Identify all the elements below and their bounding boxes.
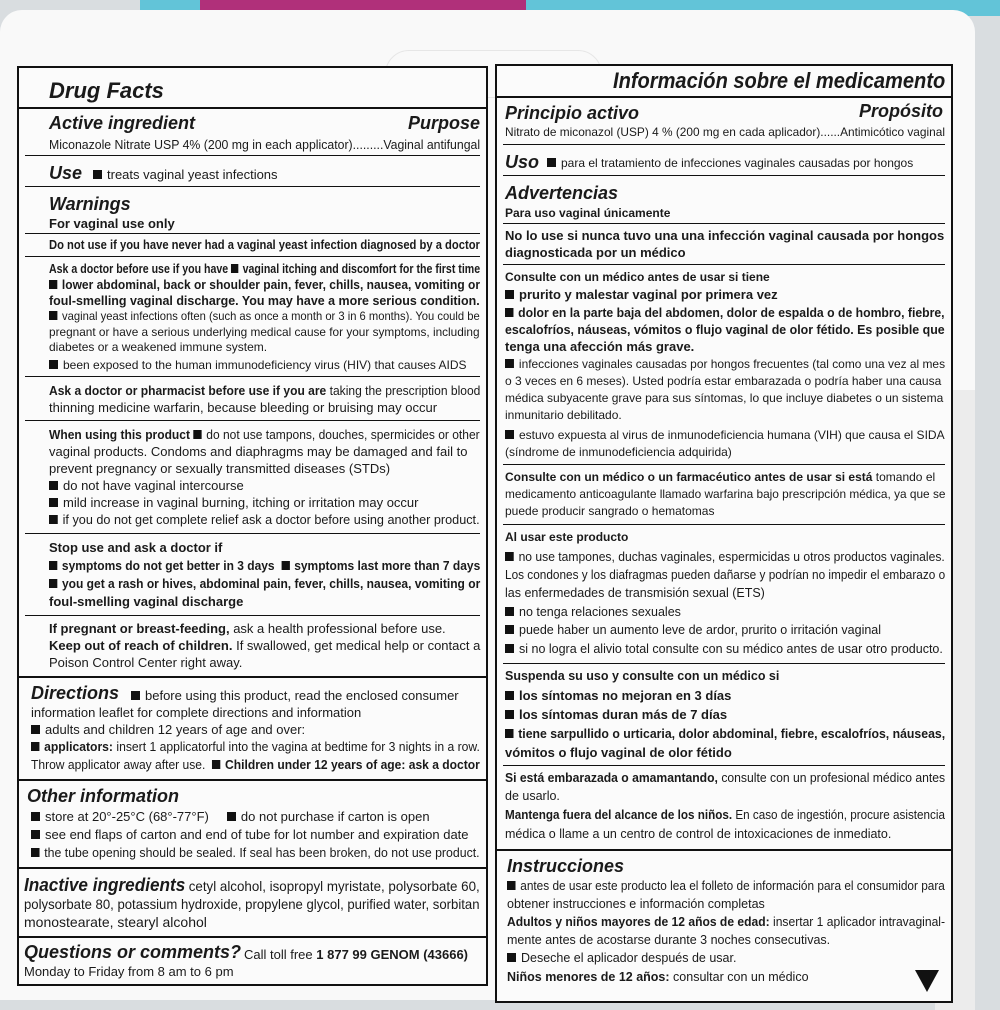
divider — [497, 96, 951, 98]
directions-line-1: before using this product, read the enclosed consumer — [131, 688, 459, 703]
pregnant-warning: If pregnant or breast-feeding, ask a health professional before use. — [49, 621, 446, 636]
consulte-line-4: tenga una afección más grave. — [505, 339, 695, 354]
al-usar-line-4: no tenga relaciones sexuales — [505, 605, 681, 620]
divider — [25, 376, 480, 377]
bullet-icon — [31, 742, 39, 751]
spanish-title: Información sobre el medicamento — [613, 68, 946, 93]
divider — [25, 533, 480, 534]
vih-line-2: (síndrome de inmunodeficiencia adquirida) — [505, 445, 732, 459]
bullet-icon — [505, 691, 514, 700]
advertencias-heading: Advertencias — [505, 183, 619, 203]
directions-line-5: Throw applicator away after use. Children under 12 years of age: ask a doctor — [31, 757, 480, 772]
purpose-heading: Purpose — [408, 113, 481, 133]
bullet-icon — [49, 481, 58, 490]
stop-use-line-2: you get a rash or hives, abdominal pain, fever, chills, nausea, vomiting or — [49, 576, 480, 591]
bullet-icon — [131, 691, 140, 700]
no-lo-use-line-1: No lo use si nunca tuvo una una infección vaginal causada por hongos — [505, 228, 945, 243]
farmaceutico-line-3: puede producir sangrado o hematomas — [505, 504, 715, 518]
continue-arrow-icon — [915, 970, 939, 992]
instrucciones-line-4: mente antes de acostarse durante 3 noches consecutivas. — [507, 933, 831, 947]
directions-line-3: adults and children 12 years of age and over: — [31, 722, 305, 737]
suspenda-line-4: vómitos o flujo vaginal de olor fétido — [505, 745, 732, 760]
inactive-ingredients-line-3: monostearate, stearyl alcohol — [24, 914, 207, 930]
suspenda-heading: Suspenda su uso y consulte con un médico si — [505, 669, 780, 683]
other-info-line-3: the tube opening should be sealed. If seal has been broken, do not use product. — [31, 845, 480, 860]
when-using-line-6: if you do not get complete relief ask a doctor before using another product. — [49, 512, 480, 527]
directions-line-4: applicators: insert 1 applicatorful into the vagina at bedtime for 3 nights in a row. — [31, 739, 480, 754]
questions-phone-line: Call toll free 1 877 99 GENOM (43666) — [244, 947, 469, 962]
directions-heading: Directions — [31, 683, 120, 703]
bullet-icon — [505, 552, 514, 561]
active-ingredient-line: Miconazole Nitrate USP 4% (200 mg in each applicator).........Vaginal antifungal — [49, 137, 481, 152]
bullet-icon — [49, 360, 58, 369]
bullet-icon — [31, 830, 40, 839]
principio-activo-line: Nitrato de miconazol (USP) 4 % (200 mg en cada aplicador)......Antimicótico vaginal — [505, 125, 945, 139]
carton-magenta-band — [200, 0, 526, 10]
frecuentes-line-1: infecciones vaginales causadas por hongos frecuentes (tal como una vez al mes — [505, 357, 945, 372]
bullet-icon — [505, 290, 514, 299]
divider — [25, 233, 480, 234]
other-info-line-2: see end flaps of carton and end of tube for lot number and expiration date — [31, 827, 469, 842]
instrucciones-line-6: Niños menores de 12 años: consultar con un médico — [507, 970, 809, 984]
bullet-icon — [93, 170, 102, 179]
divider — [503, 464, 945, 465]
farmaceutico-line-2: medicamento anticoagulante llamado warfarina bajo prescripción médica, ya que se — [505, 487, 946, 501]
drug-facts-title: Drug Facts — [49, 78, 164, 103]
suspenda-line-1: los síntomas no mejoran en 3 días — [505, 688, 731, 703]
directions-line-2: information leaflet for complete directions and information — [31, 705, 362, 720]
bullet-icon — [505, 607, 514, 616]
ask-doctor-line-1: Ask a doctor before use if you have vaginal itching and discomfort for the first time — [49, 261, 481, 276]
uso-item: para el tratamiento de infecciones vaginales causadas por hongos — [547, 156, 913, 171]
bullet-icon — [49, 579, 57, 588]
bullet-icon — [49, 280, 57, 289]
when-using-line-5: mild increase in vaginal burning, itching or irritation may occur — [49, 495, 419, 510]
other-info-line-1: store at 20°-25°C (68°-77°F) do not purchase if carton is open — [31, 809, 430, 824]
al-usar-line-1: no use tampones, duchas vaginales, espermicidas u otros productos vaginales. — [505, 550, 945, 565]
bullet-icon — [31, 848, 40, 857]
divider — [25, 615, 480, 616]
suspenda-line-2: los síntomas duran más de 7 días — [505, 707, 727, 722]
vih-line-1: estuvo expuesta al virus de inmunodeficiencia humana (VIH) que causa el SIDA — [505, 428, 945, 443]
stop-use-line-1: symptoms do not get better in 3 days symptoms last more than 7 days — [49, 558, 480, 573]
consulte-line-3: escalofríos, náuseas, vómitos o flujo vaginal de olor fétido. Es posible que — [505, 322, 945, 337]
drug-facts-panel — [17, 66, 488, 986]
divider — [503, 175, 945, 176]
vaginal-use-only: For vaginal use only — [49, 216, 175, 231]
al-usar-line-2: Los condones y los diafragmas pueden dañarse y podrían no impedir el embarazo o — [505, 568, 946, 582]
instrucciones-line-5: Deseche el aplicador después de usar. — [507, 951, 736, 966]
use-heading: Use — [49, 163, 83, 183]
use-item: treats vaginal yeast infections — [93, 167, 278, 182]
instrucciones-line-3: Adultos y niños mayores de 12 años de edad: insertar 1 aplicador intravaginal- — [507, 915, 946, 929]
bullet-icon — [49, 515, 58, 524]
pharmacist-line-2: thinning medicine warfarin, because bleeding or bruising may occur — [49, 400, 438, 415]
other-information-heading: Other information — [27, 786, 179, 806]
divider — [19, 779, 486, 781]
inactive-ingredients-line-1: Inactive ingredients cetyl alcohol, isopropyl myristate, polysorbate 60, — [24, 875, 480, 895]
embarazada-line-2: de usarlo. — [505, 789, 560, 803]
bullet-icon — [49, 498, 58, 507]
when-using-line-4: do not have vaginal intercourse — [49, 478, 244, 493]
bullet-icon — [281, 561, 289, 570]
frequent-infection-line-2: pregnant or have a serious underlying medical cause for your symptoms, including — [49, 325, 480, 339]
when-using-line-1: When using this product do not use tampons, douches, spermicides or other — [49, 427, 480, 442]
suspenda-line-3: tiene sarpullido o urticaria, dolor abdominal, fiebre, escalofríos, náuseas, — [505, 726, 945, 741]
instrucciones-line-2: obtener instrucciones e información completas — [507, 897, 765, 911]
farmaceutico-line-1: Consulte con un médico o un farmacéutico antes de usar si está tomando el — [505, 470, 936, 484]
divider — [25, 420, 480, 421]
bullet-icon — [505, 359, 514, 368]
frecuentes-line-3: médica subyacente grave para sus síntomas, lo que incluye diabetes o un sistema — [505, 391, 944, 405]
divider — [503, 264, 945, 265]
bullet-icon — [31, 812, 40, 821]
do-not-use-warning: Do not use if you have never had a vaginal yeast infection diagnosed by a doctor — [49, 237, 480, 252]
al-usar-line-5: puede haber un aumento leve de ardor, prurito o irritación vaginal — [505, 623, 881, 638]
keep-out-of-reach-line-1: Keep out of reach of children. If swallowed, get medical help or contact a — [49, 638, 481, 653]
divider — [503, 223, 945, 224]
bullet-icon — [49, 311, 57, 320]
divider — [25, 186, 480, 187]
inactive-ingredients-line-2: polysorbate 80, potassium hydroxide, propylene glycol, purified water, sorbitan — [24, 896, 480, 912]
bullet-icon — [505, 710, 514, 719]
ask-doctor-line-2: lower abdominal, back or shoulder pain, fever, chills, nausea, vomiting or — [49, 277, 480, 292]
bullet-icon — [505, 625, 514, 634]
instrucciones-line-1: antes de usar este producto lea el folleto de información para el consumidor para — [507, 879, 945, 894]
frecuentes-line-4: inmunitario debilitado. — [505, 408, 622, 422]
bullet-icon — [212, 760, 220, 769]
al-usar-heading: Al usar este producto — [505, 530, 629, 544]
uso-heading: Uso — [505, 152, 540, 172]
active-ingredient-heading: Active ingredient — [49, 113, 196, 133]
divider — [503, 144, 945, 145]
hiv-warning: been exposed to the human immunodeficiency virus (HIV) that causes AIDS — [49, 358, 467, 373]
bullet-icon — [31, 725, 40, 734]
when-using-line-2: vaginal products. Condoms and diaphragms may be damaged and fail to — [49, 444, 468, 459]
divider — [25, 256, 480, 257]
divider — [503, 524, 945, 525]
bullet-icon — [547, 158, 556, 167]
instrucciones-heading: Instrucciones — [507, 856, 625, 876]
frequent-infection-line-1: vaginal yeast infections often (such as once a month or 3 in 6 months). You could be — [49, 309, 480, 324]
stop-use-heading: Stop use and ask a doctor if — [49, 540, 223, 555]
al-usar-line-6: si no logra el alivio total consulte con su médico antes de usar otro producto. — [505, 642, 943, 657]
al-usar-line-3: las enfermedades de transmisión sexual (ETS) — [505, 586, 765, 600]
divider — [503, 765, 945, 766]
questions-heading: Questions or comments? — [24, 942, 242, 962]
divider — [497, 849, 951, 851]
bullet-icon — [227, 812, 236, 821]
divider — [19, 107, 486, 109]
mantenga-line-2: médica o llame a un centro de control de intoxicaciones de inmediato. — [505, 827, 892, 841]
bullet-icon — [505, 644, 514, 653]
divider — [19, 676, 486, 678]
consulte-heading: Consulte con un médico antes de usar si tiene — [505, 270, 770, 284]
bullet-icon — [505, 729, 513, 738]
bullet-icon — [49, 561, 57, 570]
bullet-icon — [507, 881, 516, 890]
embarazada-line-1: Si está embarazada o amamantando, consulte con un profesional médico antes — [505, 771, 946, 785]
mantenga-line-1: Mantenga fuera del alcance de los niños. En caso de ingestión, procure asistencia — [505, 808, 945, 822]
ask-doctor-line-3: foul-smelling vaginal discharge. You may have a more serious condition. — [49, 293, 480, 308]
frecuentes-line-2: o 3 veces en 6 meses). Usted podría estar embarazada o podría haber una causa — [505, 374, 942, 388]
divider — [25, 155, 480, 156]
bullet-icon — [231, 264, 238, 273]
frequent-infection-line-3: diabetes or a weakened immune system. — [49, 340, 268, 354]
bullet-icon — [193, 430, 201, 439]
uso-vaginal: Para uso vaginal únicamente — [505, 206, 671, 220]
when-using-line-3: prevent pregnancy or sexually transmitted diseases (STDs) — [49, 461, 391, 476]
pharmacist-line-1: Ask a doctor or pharmacist before use if you are taking the prescription blood — [49, 383, 481, 398]
divider — [19, 867, 486, 869]
stop-use-line-3: foul-smelling vaginal discharge — [49, 594, 244, 609]
keep-out-of-reach-line-2: Poison Control Center right away. — [49, 655, 243, 670]
consulte-line-2: dolor en la parte baja del abdomen, dolor de espalda o de hombro, fiebre, — [505, 305, 945, 320]
no-lo-use-line-2: diagnosticada por un médico — [505, 245, 686, 260]
divider — [19, 936, 486, 938]
proposito-heading: Propósito — [859, 101, 943, 121]
medication-info-panel-es — [495, 64, 953, 1003]
consulte-line-1: prurito y malestar vaginal por primera vez — [505, 287, 778, 302]
bullet-icon — [505, 430, 514, 439]
questions-hours: Monday to Friday from 8 am to 6 pm — [24, 964, 234, 979]
divider — [503, 663, 945, 664]
principio-activo-heading: Principio activo — [505, 103, 640, 123]
bullet-icon — [507, 953, 516, 962]
bullet-icon — [505, 308, 513, 317]
warnings-heading: Warnings — [49, 194, 131, 214]
